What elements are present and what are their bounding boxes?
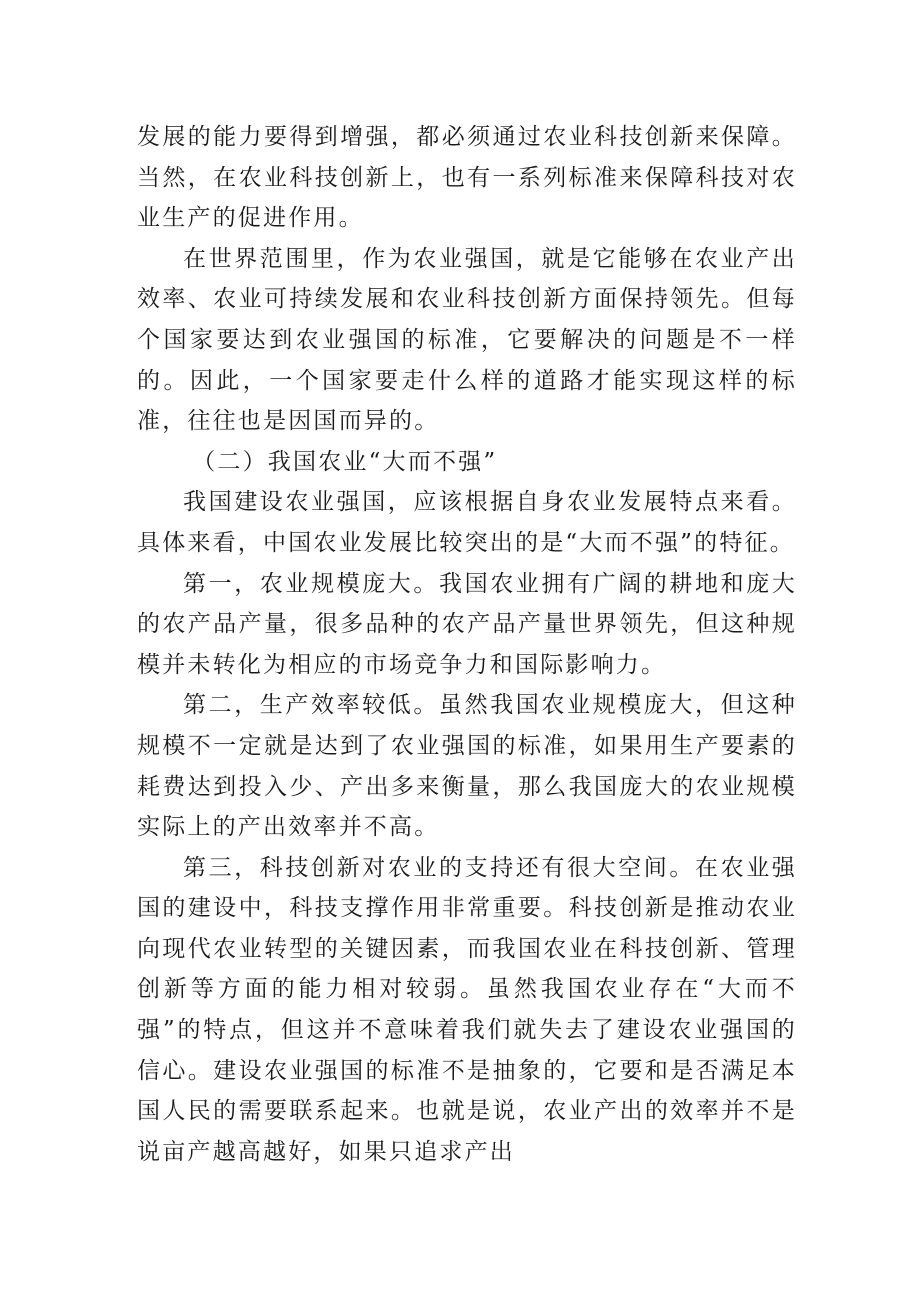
- section-heading: （二）我国农业“大而不强”: [192, 448, 498, 475]
- paragraph-agricultural-power-definition: 在世界范围里，作为农业强国，就是它能够在农业产出效率、农业可持续发展和农业科技创新方面保持领先。但每个国家要达到农业强国的标准，它要解决的问题是不一样的。因此，一个国家要走什么样的道路才能实现这样的标准，往往也是因国而异的。: [137, 245, 797, 435]
- body-text: [137, 117, 797, 1172]
- paragraph-continued: 发展的能力要得到增强，都必须通过农业科技创新来保障。当然，在农业科技创新上，也有一系列标准来保障科技对农业生产的促进作用。: [137, 124, 797, 232]
- paragraph-third-point: 第三，科技创新对农业的支持还有很大空间。在农业强国的建设中，科技支撑作用非常重要。科技创新是推动农业向现代农业转型的关键因素，而我国农业在科技创新、管理创新等方面的能力相对较弱。虽然我国农业存在“大而不强”的特点，但这并不意味着我们就失去了建设农业强国的信心。建设农业强国的标准不是抽象的，它要和是否满足本国人民的需要联系起来。也就是说，农业产出的效率并不是说亩产越高越好，如果只追求产出: [137, 854, 797, 1165]
- paragraph-big-not-strong: 我国建设农业强国，应该根据自身农业发展特点来看。具体来看，中国农业发展比较突出的是“大而不强”的特征。: [137, 489, 797, 556]
- paragraph-first-point: 第一，农业规模庞大。我国农业拥有广阔的耕地和庞大的农产品产量，很多品种的农产品产量世界领先，但这种规模并未转化为相应的市场竞争力和国际影响力。: [137, 570, 797, 678]
- paragraph-second-point: 第二，生产效率较低。虽然我国农业规模庞大，但这种规模不一定就是达到了农业强国的标准，如果用生产要素的耗费达到投入少、产出多来衡量，那么我国庞大的农业规模实际上的产出效率并不高。: [137, 692, 797, 841]
